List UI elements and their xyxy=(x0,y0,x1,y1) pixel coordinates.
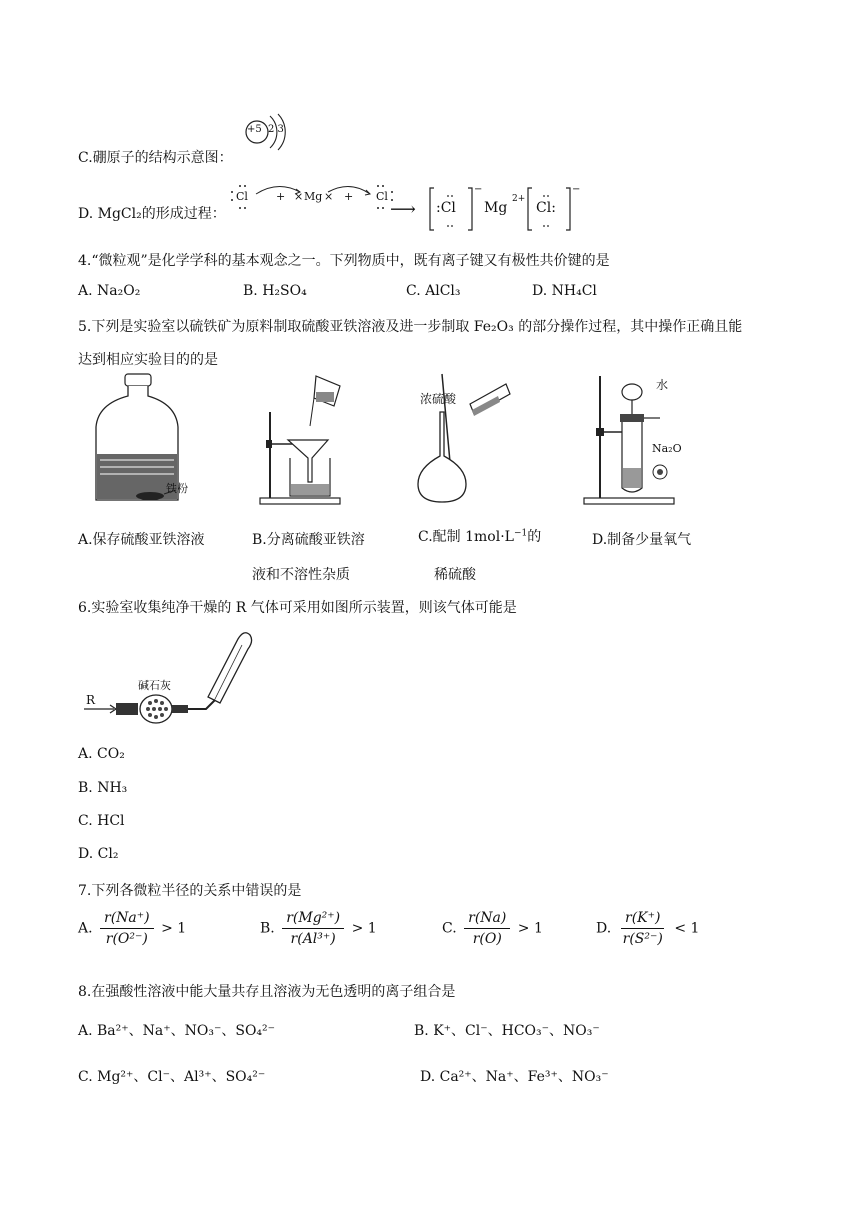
q7-option-c: C. $\frac{r(Na)}{r(O)}$ > 1 xyxy=(442,910,543,947)
fig-reagent-bottle xyxy=(90,372,200,507)
product-mg-charge: 2+ xyxy=(512,194,526,204)
lewis-cl-left: Cl xyxy=(236,190,248,203)
boron-structure-diagram xyxy=(240,110,290,155)
fig-oxygen-generator xyxy=(580,372,700,507)
lewis-arrow: ⟶ xyxy=(390,199,416,220)
q7-option-d: D. $\frac{r(K^+)}{\text{r(S²⁻)}}$ < 1 xyxy=(596,910,700,947)
q6-option-d: D. Cl₂ xyxy=(78,846,119,862)
q6-option-c: C. HCl xyxy=(78,813,125,829)
product-minus-right: − xyxy=(572,184,581,195)
q5-option-a: A.保存硫酸亚铁溶液 xyxy=(78,532,205,548)
q5-option-b-line2: 液和不溶性杂质 xyxy=(252,567,350,583)
label-na2o: Na₂O xyxy=(652,442,682,455)
fig-gas-collection xyxy=(80,625,270,725)
boron-nucleus: +5 xyxy=(247,124,262,135)
q8-option-a: A. Ba²⁺、Na⁺、NO₃⁻、SO₄²⁻ xyxy=(78,1023,276,1039)
label-iron-powder: 铁粉 xyxy=(166,482,188,495)
label-conc-sulfuric-acid: 浓硫酸 xyxy=(420,392,457,406)
lewis-plus-1: + xyxy=(276,190,286,203)
product-cl-left: :Cl xyxy=(436,200,456,216)
question-4: 4.“微粒观”是化学学科的基本观念之一。下列物质中，既有离子键又有极性共价键的是 xyxy=(78,253,610,269)
lewis-plus-2: + xyxy=(344,190,354,203)
mgcl2-lewis-product xyxy=(428,186,588,234)
q7-option-a: A. $\frac{r(Na^+)}{\text{r(O²⁻)}}$ > 1 xyxy=(78,910,187,947)
option-d-mgcl2: D. MgCl₂的形成过程： xyxy=(78,206,226,222)
question-5-line2: 达到相应实验目的的是 xyxy=(78,352,218,368)
q5-option-c-line2: 稀硫酸 xyxy=(434,567,476,583)
q4-option-b: B. H₂SO₄ xyxy=(243,283,307,299)
q7-option-b: B. $\frac{\text{r(Mg²⁺)}}{\text{r(Al³⁺)}}$ > 1 xyxy=(260,910,377,947)
label-r-gas: R xyxy=(86,693,96,707)
option-c-boron: C.硼原子的结构示意图： xyxy=(78,150,233,166)
question-5-line1: 5.下列是实验室以硫铁矿为原料制取硫酸亚铁溶液及进一步制取 Fe₂O₃ 的部分操作过程，其中操作正确且能 xyxy=(78,319,743,335)
q4-option-d: D. NH₄Cl xyxy=(532,283,597,299)
product-mg-ion: Mg xyxy=(484,200,508,216)
q8-option-d: D. Ca²⁺、Na⁺、Fe³⁺、NO₃⁻ xyxy=(420,1069,609,1085)
mgcl2-lewis-left xyxy=(228,178,408,218)
question-7: 7.下列各微粒半径的关系中错误的是 xyxy=(78,883,302,899)
fig-volumetric-flask xyxy=(410,372,520,507)
q6-option-b: B. NH₃ xyxy=(78,780,128,796)
q4-option-a: A. Na₂O₂ xyxy=(78,283,141,299)
q5-option-c-line1: C.配制 $1mol\cdot L^{-1}$的 xyxy=(418,528,542,545)
q4-option-c: C. AlCl₃ xyxy=(406,283,461,299)
question-6: 6.实验室收集纯净干燥的 R 气体可采用如图所示装置，则该气体可能是 xyxy=(78,600,517,616)
boron-shells: 2 3 xyxy=(268,124,284,135)
q5-option-d: D.制备少量氧气 xyxy=(592,532,692,548)
label-water: 水 xyxy=(656,378,669,392)
lewis-mg: Mg xyxy=(304,190,323,203)
product-cl-right: Cl: xyxy=(536,200,556,216)
q8-option-b: B. K⁺、Cl⁻、HCO₃⁻、NO₃⁻ xyxy=(414,1023,600,1039)
q5-option-b-line1: B.分离硫酸亚铁溶 xyxy=(252,532,365,548)
label-soda-lime: 碱石灰 xyxy=(138,679,171,692)
lewis-times-2: × xyxy=(324,190,334,203)
lewis-cl-right: Cl xyxy=(376,190,388,203)
lewis-times-1: × xyxy=(294,190,304,203)
q8-option-c: C. Mg²⁺、Cl⁻、Al³⁺、SO₄²⁻ xyxy=(78,1069,266,1085)
q6-option-a: A. CO₂ xyxy=(78,746,125,762)
product-minus-left: − xyxy=(474,184,483,195)
fig-filtration xyxy=(258,372,378,507)
question-8: 8.在强酸性溶液中能大量共存且溶液为无色透明的离子组合是 xyxy=(78,984,456,1000)
